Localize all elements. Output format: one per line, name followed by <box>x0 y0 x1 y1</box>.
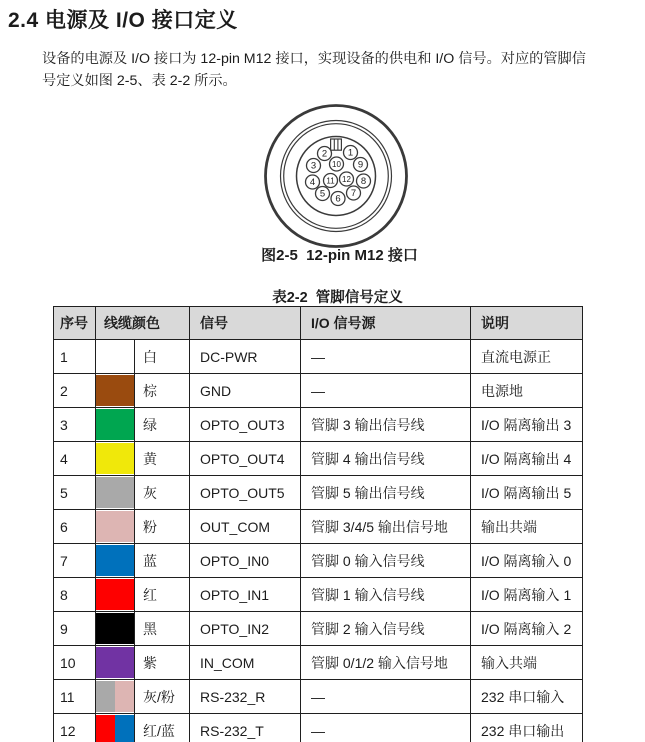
description-cell: 232 串口输入 <box>471 680 583 714</box>
table-row <box>54 612 583 646</box>
description-cell: I/O 隔离输入 0 <box>471 544 583 578</box>
signal-cell: OPTO_OUT5 <box>190 476 301 510</box>
pin-number-cell: 7 <box>54 544 96 578</box>
description-cell: I/O 隔离输入 1 <box>471 578 583 612</box>
color-fill <box>96 579 134 610</box>
io-source-cell: 管脚 1 输入信号线 <box>301 578 471 612</box>
description-cell: I/O 隔离输入 2 <box>471 612 583 646</box>
table-row <box>54 680 583 714</box>
pin-number-cell: 5 <box>54 476 96 510</box>
description-cell: 直流电源正 <box>471 340 583 374</box>
keyway-notch <box>331 139 342 150</box>
signal-cell: RS-232_R <box>190 680 301 714</box>
cable-color-name-cell: 红 <box>135 578 190 612</box>
io-source-cell: — <box>301 714 471 742</box>
paragraph-line: 号定义如图 2-5、表 2-2 所示。 <box>42 73 237 89</box>
description-cell: 232 串口输出 <box>471 714 583 742</box>
pin-number-cell: 12 <box>54 714 96 742</box>
signal-cell: GND <box>190 374 301 408</box>
cable-color-swatch <box>96 510 135 544</box>
cable-color-name-cell: 紫 <box>135 646 190 680</box>
table-row <box>54 476 583 510</box>
pin-number-cell: 3 <box>54 408 96 442</box>
signal-cell: IN_COM <box>190 646 301 680</box>
cable-color-name-cell: 黑 <box>135 612 190 646</box>
color-fill <box>96 681 134 712</box>
io-source-cell: — <box>301 680 471 714</box>
pin-number-cell: 9 <box>54 612 96 646</box>
color-fill <box>96 477 134 508</box>
io-source-cell: — <box>301 340 471 374</box>
cable-color-swatch <box>96 646 135 680</box>
cable-color-name-cell: 灰 <box>135 476 190 510</box>
cable-color-swatch <box>96 442 135 476</box>
header-cable-color: 线缆颜色 <box>96 307 190 340</box>
cable-color-swatch <box>96 476 135 510</box>
signal-cell: OUT_COM <box>190 510 301 544</box>
table-row <box>54 374 583 408</box>
table-header-row <box>54 307 583 340</box>
pin-number-cell: 8 <box>54 578 96 612</box>
signal-cell: OPTO_IN1 <box>190 578 301 612</box>
cable-color-swatch <box>96 578 135 612</box>
signal-cell: OPTO_IN2 <box>190 612 301 646</box>
pin-number-cell: 6 <box>54 510 96 544</box>
section-heading: 2.4 电源及 I/O 接口定义 <box>8 9 238 32</box>
header-signal: 信号 <box>190 307 301 340</box>
cable-color-swatch <box>96 340 135 374</box>
color-fill <box>96 715 134 742</box>
figure-caption: 图2-5 12-pin M12 接口 <box>261 247 418 264</box>
description-cell: 输入共端 <box>471 646 583 680</box>
cable-color-name-cell: 绿 <box>135 408 190 442</box>
io-source-cell: 管脚 0 输入信号线 <box>301 544 471 578</box>
pin-number-cell: 2 <box>54 374 96 408</box>
pin-number-label: 5 <box>319 188 326 200</box>
color-fill <box>96 613 134 644</box>
description-cell: I/O 隔离输出 5 <box>471 476 583 510</box>
io-source-cell: 管脚 3 输出信号线 <box>301 408 471 442</box>
description-cell: I/O 隔离输出 3 <box>471 408 583 442</box>
paragraph-line: 设备的电源及 I/O 接口为 12-pin M12 接口，实现设备的供电和 I/O 信号。对应的管脚信 <box>42 51 586 67</box>
pin-number-label: 4 <box>309 177 316 189</box>
signal-cell: OPTO_OUT3 <box>190 408 301 442</box>
pin-number-label: 6 <box>335 193 341 205</box>
color-fill <box>96 409 134 440</box>
cable-color-swatch <box>96 680 135 714</box>
table-row <box>54 510 583 544</box>
io-source-cell: 管脚 5 输出信号线 <box>301 476 471 510</box>
color-fill <box>96 375 134 406</box>
pin-number-cell: 1 <box>54 340 96 374</box>
color-fill <box>96 647 134 678</box>
pin-number-cell: 11 <box>54 680 96 714</box>
cable-color-name-cell: 棕 <box>135 374 190 408</box>
header-description: 说明 <box>471 307 583 340</box>
description-cell: 输出共端 <box>471 510 583 544</box>
pin-number-label: 10 <box>332 160 341 170</box>
pin-signal-table <box>53 306 583 742</box>
description-cell: 电源地 <box>471 374 583 408</box>
pin-number-label: 2 <box>321 148 328 160</box>
cable-color-name-cell: 红/蓝 <box>135 714 190 742</box>
pin-number-label: 12 <box>342 175 351 185</box>
cable-color-name-cell: 蓝 <box>135 544 190 578</box>
table-row <box>54 340 583 374</box>
pin-number-cell: 4 <box>54 442 96 476</box>
signal-cell: OPTO_OUT4 <box>190 442 301 476</box>
cable-color-swatch <box>96 374 135 408</box>
io-source-cell: 管脚 2 输入信号线 <box>301 612 471 646</box>
table-row <box>54 544 583 578</box>
table-row <box>54 646 583 680</box>
table-row <box>54 442 583 476</box>
table-body <box>54 340 583 742</box>
io-source-cell: 管脚 3/4/5 输出信号地 <box>301 510 471 544</box>
signal-cell: OPTO_IN0 <box>190 544 301 578</box>
color-fill <box>96 511 134 542</box>
pin-number-label: 9 <box>357 159 364 171</box>
table-row <box>54 408 583 442</box>
table-caption: 表2-2 管脚信号定义 <box>272 290 403 306</box>
cable-color-swatch <box>96 544 135 578</box>
connector-pins <box>306 146 371 206</box>
pin-number-label: 11 <box>326 176 335 186</box>
io-source-cell: — <box>301 374 471 408</box>
description-cell: I/O 隔离输出 4 <box>471 442 583 476</box>
pin-number-label: 7 <box>350 188 357 200</box>
header-io-source: I/O 信号源 <box>301 307 471 340</box>
io-source-cell: 管脚 4 输出信号线 <box>301 442 471 476</box>
cable-color-swatch <box>96 714 135 742</box>
color-fill <box>96 443 134 474</box>
cable-color-swatch <box>96 408 135 442</box>
m12-connector-figure <box>260 100 412 252</box>
signal-cell: DC-PWR <box>190 340 301 374</box>
signal-cell: RS-232_T <box>190 714 301 742</box>
cable-color-name-cell: 白 <box>135 340 190 374</box>
pin-number-label: 1 <box>347 147 354 159</box>
cable-color-name-cell: 粉 <box>135 510 190 544</box>
table-row <box>54 714 583 742</box>
header-pin-number: 序号 <box>54 307 96 340</box>
table-row <box>54 578 583 612</box>
cable-color-name-cell: 灰/粉 <box>135 680 190 714</box>
color-fill <box>96 341 134 372</box>
pin-number-label: 8 <box>360 176 367 188</box>
pin-number-cell: 10 <box>54 646 96 680</box>
cable-color-name-cell: 黄 <box>135 442 190 476</box>
pin-number-label: 3 <box>310 160 317 172</box>
cable-color-swatch <box>96 612 135 646</box>
intro-paragraph <box>42 48 632 92</box>
io-source-cell: 管脚 0/1/2 输入信号地 <box>301 646 471 680</box>
color-fill <box>96 545 134 576</box>
